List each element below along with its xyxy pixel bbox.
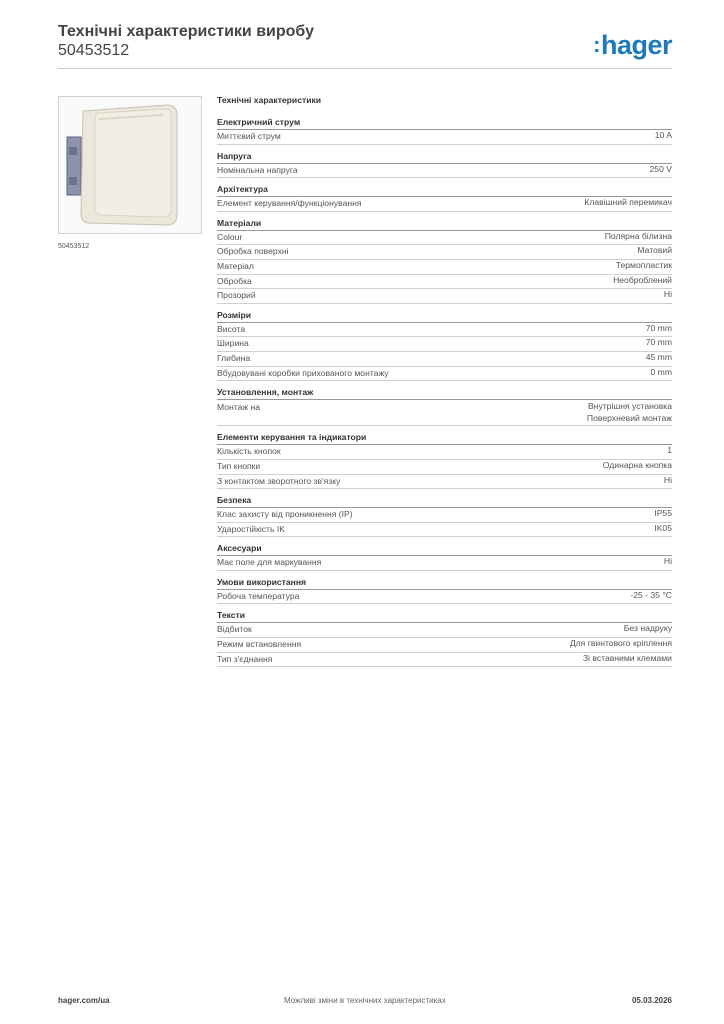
spec-label: Клас захисту від проникнення (IP) xyxy=(217,509,353,520)
spec-label: Прозорий xyxy=(217,290,256,301)
logo-text: hager xyxy=(600,30,672,60)
spec-label: Глибина xyxy=(217,352,251,363)
spec-row xyxy=(217,590,672,605)
spec-value xyxy=(646,337,672,351)
spec-group xyxy=(217,150,672,179)
spec-row xyxy=(217,352,672,367)
spec-value-line: Клавішний перемикач xyxy=(584,197,672,208)
spec-value-line: Поверхневий монтаж xyxy=(586,412,672,423)
spec-value-line: Для гвинтового кріплення xyxy=(569,638,672,649)
spec-value-line: Без надруку xyxy=(623,623,672,634)
spec-label: Має поле для маркування xyxy=(217,557,322,568)
spec-label: Ширина xyxy=(217,338,249,349)
spec-value-line: Матовий xyxy=(637,245,672,256)
spec-value-line: Ні xyxy=(663,289,672,300)
spec-value xyxy=(570,638,672,652)
spec-group-title: Елементи керування та індикатори xyxy=(217,431,672,445)
spec-row xyxy=(217,523,672,538)
spec-group-title: Розміри xyxy=(217,309,672,323)
page-title: Технічні характеристики виробу xyxy=(58,23,314,40)
spec-label: Кількість кнопок xyxy=(217,446,281,457)
spec-row xyxy=(217,460,672,475)
spec-label: Вбудовувані коробки прихованого монтажу xyxy=(217,367,389,378)
spec-group xyxy=(217,431,672,489)
spec-row xyxy=(217,508,672,523)
spec-group xyxy=(217,116,672,145)
spec-value xyxy=(667,445,672,459)
spec-row xyxy=(217,638,672,653)
product-caption: 50453512 xyxy=(58,243,90,250)
spec-value xyxy=(646,352,672,366)
spec-row xyxy=(217,653,672,668)
spec-value xyxy=(637,245,672,259)
spec-value xyxy=(624,623,672,637)
spec-label: Тип кнопки xyxy=(217,460,261,471)
spec-value-line: 10 A xyxy=(654,130,672,140)
footer-website-link[interactable]: hager.com/ua xyxy=(58,996,110,1005)
page-header xyxy=(58,22,314,60)
spec-label: Матеріал xyxy=(217,260,254,271)
spec-value-line: 70 mm xyxy=(645,322,672,333)
spec-value xyxy=(664,556,672,570)
spec-label: Монтаж на xyxy=(217,402,261,413)
switch-product-illustration xyxy=(59,97,201,233)
product-code: 50453512 xyxy=(58,42,130,59)
spec-row xyxy=(217,275,672,290)
spec-value xyxy=(664,475,672,489)
header-divider xyxy=(58,68,672,69)
spec-label: Миттєвий струм xyxy=(217,131,281,141)
spec-label: З контактом зворотного зв'язку xyxy=(217,475,341,486)
spec-value-line: IK05 xyxy=(654,522,672,533)
specifications-panel xyxy=(217,95,672,672)
spec-value-line: IP55 xyxy=(654,508,672,519)
spec-row xyxy=(217,289,672,304)
spec-value-line: Одинарна кнопка xyxy=(602,459,672,470)
spec-value xyxy=(603,460,672,474)
spec-group xyxy=(217,309,672,381)
spec-value-line: Ні xyxy=(663,556,672,567)
spec-row xyxy=(217,130,672,145)
spec-value xyxy=(654,508,672,522)
spec-value-line: 0 mm xyxy=(650,366,672,377)
spec-group xyxy=(217,542,672,571)
spec-value-line: 45 mm xyxy=(645,351,672,362)
footer-date: 05.03.2026 xyxy=(631,996,672,1005)
spec-value-line: -25 - 35 °C xyxy=(630,589,672,600)
footer-note: Можливі зміни в технічних характеристиках xyxy=(284,996,446,1005)
spec-value-line: Термопластик xyxy=(615,259,672,270)
spec-group xyxy=(217,609,672,667)
spec-row xyxy=(217,445,672,460)
spec-group xyxy=(217,576,672,605)
spec-value xyxy=(646,323,672,337)
spec-value-line: 1 xyxy=(667,445,672,456)
spec-group xyxy=(217,183,672,212)
spec-row xyxy=(217,260,672,275)
spec-value xyxy=(655,130,672,144)
spec-group-title: Матеріали xyxy=(217,217,672,231)
spec-label: Тип з'єднання xyxy=(217,653,273,664)
spec-label: Обробка xyxy=(217,275,252,286)
spec-group-title: Архітектура xyxy=(217,183,672,197)
spec-group-title: Безпека xyxy=(217,494,672,508)
spec-value xyxy=(605,231,672,245)
spec-value xyxy=(587,401,672,424)
spec-group xyxy=(217,494,672,537)
spec-row xyxy=(217,323,672,338)
spec-row xyxy=(217,245,672,260)
spec-value xyxy=(613,275,672,289)
spec-group-title: Умови використання xyxy=(217,576,672,590)
spec-row xyxy=(217,475,672,490)
spec-group-title: Напруга xyxy=(217,150,672,164)
spec-group xyxy=(217,217,672,304)
spec-row xyxy=(217,400,672,426)
spec-value xyxy=(650,164,672,178)
hager-logo[interactable] xyxy=(593,30,672,61)
spec-group-title: Тексти xyxy=(217,609,672,623)
spec-group-title: Установлення, монтаж xyxy=(217,386,672,400)
spec-value-line: Полярна білизна xyxy=(604,230,672,241)
spec-label: Висота xyxy=(217,323,246,334)
spec-label: Номінальна напруга xyxy=(217,164,298,175)
spec-row xyxy=(217,367,672,382)
spec-value xyxy=(616,260,672,274)
spec-value xyxy=(664,289,672,303)
spec-value-line: Внутрішня установка xyxy=(587,401,672,412)
spec-label: Colour xyxy=(217,231,243,242)
specifications-title: Технічні характеристики xyxy=(217,95,322,105)
spec-value-line: 70 mm xyxy=(645,337,672,348)
spec-value xyxy=(654,523,672,537)
spec-label: Відбиток xyxy=(217,624,252,635)
spec-group-title: Аксесуари xyxy=(217,542,672,556)
spec-value-line: Зі вставними клемами xyxy=(582,652,672,663)
spec-label: Режим встановлення xyxy=(217,639,302,650)
spec-label: Робоча температура xyxy=(217,590,300,601)
spec-groups xyxy=(217,116,672,667)
spec-value xyxy=(630,590,672,604)
spec-row xyxy=(217,197,672,212)
spec-value xyxy=(651,367,672,381)
spec-value-line: Необроблений xyxy=(613,274,672,285)
spec-value xyxy=(584,197,672,211)
product-image xyxy=(58,96,202,234)
spec-row xyxy=(217,231,672,246)
spec-row xyxy=(217,164,672,179)
spec-label: Обробка поверхні xyxy=(217,246,289,257)
spec-row xyxy=(217,623,672,638)
spec-label: Ударостійкість IK xyxy=(217,523,285,534)
spec-group xyxy=(217,386,672,426)
spec-group-title: Електричний струм xyxy=(217,116,672,130)
spec-row xyxy=(217,556,672,571)
spec-value xyxy=(583,653,672,667)
spec-row xyxy=(217,337,672,352)
spec-value-line: 250 V xyxy=(649,163,672,174)
logo-colon-mark: : xyxy=(593,32,600,57)
spec-value-line: Ні xyxy=(663,474,672,485)
spec-label: Елемент керування/функціонування xyxy=(217,198,362,209)
